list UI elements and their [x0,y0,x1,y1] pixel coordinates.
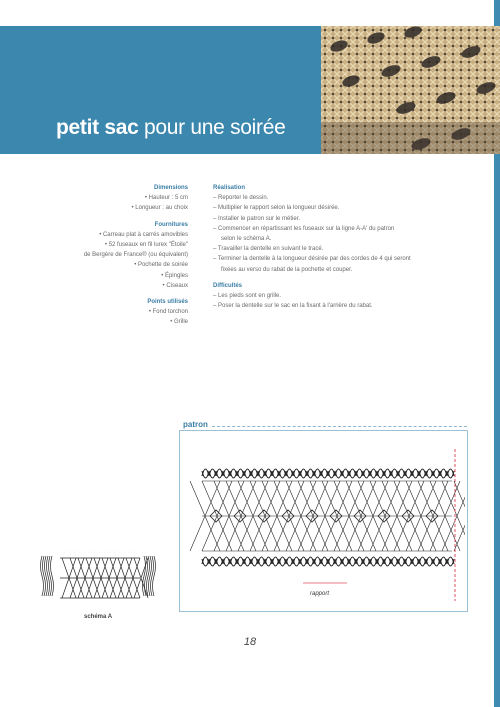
realisation-heading: Réalisation [213,185,246,191]
rapport-label: rapport [310,591,330,597]
fournitures-item: • Pochette de soirée [134,262,188,269]
fournitures-item: • Carreau plat à carrés amovibles [99,231,188,238]
fournitures-item: • 52 fuseaux en fil lurex "Étoile" [104,242,188,249]
points-item: • Fond torchon [148,309,188,316]
fournitures-item: de Bergère de France® (ou équivalent) [83,252,188,259]
lace-photo [321,26,500,154]
schema-caption: schéma A [84,614,113,620]
patron-divider [212,426,467,427]
dimensions-item: • Hauteur : 5 cm [144,195,188,202]
difficultes-item: – Poser la dentelle sur le sac en la fixant à l'arrière du rabat. [213,303,373,310]
points-item: • Grille [170,319,188,326]
dimensions-item: • Longueur : au choix [131,205,188,212]
patron-pattern [180,431,465,609]
difficultes-heading: Difficultés [213,282,243,289]
fournitures-item: • Épingles [161,272,188,279]
realisation-step: – Reporter le dessin. [213,195,269,202]
points-heading: Points utilisés [147,299,188,306]
fournitures-item: • Ciseaux [162,282,188,289]
materials-column [40,183,188,328]
realisation-step-cont: fixées au verso du rabat de la pochette et couper. [221,266,353,273]
dimensions-heading: Dimensions [153,185,188,191]
realisation-step: – Travailler la dentelle en suivant le tracé. [213,246,324,253]
instructions-column [213,183,463,311]
realisation-step: – Installer le patron sur le métier. [213,215,301,222]
realisation-step: – Multiplier le rapport selon la longueur désirée. [213,205,340,212]
realisation-step-cont: selon le schéma A. [221,236,272,243]
patron-label: patron [183,420,208,429]
difficultes-item: – Les pieds sont en grille. [213,293,282,300]
page-title: petit sac pour une soirée [56,116,286,139]
realisation-step: – Terminer la dentelle à la longueur désirée par des cordes de 4 qui seront [213,256,411,263]
realisation-step: – Commencer en répartissant les fuseaux sur la ligne A-A' du patron [213,225,395,232]
schema-a-diagram [36,548,166,612]
page-number: 18 [243,636,257,648]
fournitures-heading: Fournitures [154,221,188,228]
